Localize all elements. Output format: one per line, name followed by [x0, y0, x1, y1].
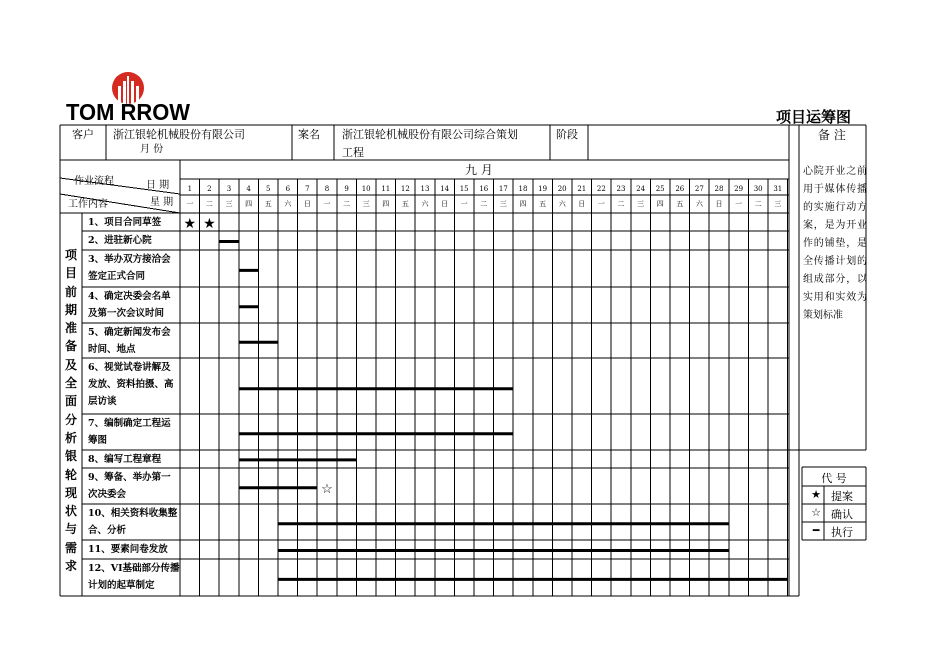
weekday: 五: [676, 200, 684, 208]
legend-title: 代 号: [821, 472, 847, 485]
month-label: 月 份: [140, 144, 164, 155]
weekday: 四: [519, 200, 527, 208]
day-number: 16: [479, 185, 489, 193]
date-label: 日 期: [146, 180, 170, 191]
task-label: 7、编制确定工程运筹图: [88, 418, 171, 446]
legend-label: 执行: [831, 526, 853, 539]
day-number: 7: [305, 185, 310, 193]
task-label: 12、VI基础部分传播计划的起草制定: [88, 563, 180, 591]
legend-label: 提案: [831, 490, 853, 503]
day-number: 20: [557, 185, 567, 193]
proposal-star-marker: ★: [203, 216, 216, 232]
day-number: 17: [498, 185, 508, 193]
task-label: 5、确定新闻发布会时间、地点: [88, 327, 171, 355]
weekday: 日: [441, 200, 449, 208]
weekday: 三: [225, 200, 233, 208]
phase-label: 项目前期准备及全面分析银轮现状与需求: [64, 248, 77, 574]
task-label: 1、项目合同草签: [88, 217, 162, 228]
weekday: 四: [382, 200, 390, 208]
day-number: 24: [636, 185, 646, 193]
weekday: 一: [186, 200, 194, 208]
legend-symbol: ━: [812, 524, 820, 537]
day-number: 22: [596, 185, 606, 193]
day-number: 10: [361, 185, 371, 193]
day-number: 14: [440, 185, 450, 193]
day-number: 5: [265, 185, 271, 193]
weekday: 六: [558, 200, 566, 208]
case-label: 案名: [298, 128, 320, 141]
day-number: 29: [734, 185, 744, 193]
month-header: 九 月: [465, 163, 493, 177]
task-label: 10、相关资料收集整合、分析: [88, 508, 178, 536]
weekday: 二: [754, 200, 762, 208]
legend-symbol: ☆: [811, 506, 821, 519]
weekday: 二: [617, 200, 625, 208]
task-label: 4、确定决委会名单及第一次会议时间: [88, 291, 171, 319]
weekday: 四: [656, 200, 664, 208]
day-number: 9: [344, 185, 349, 193]
task-label: 2、进驻新心院: [88, 235, 152, 246]
weekday-label: 星 期: [150, 197, 174, 208]
day-number: 2: [207, 185, 212, 193]
task-label: 3、举办双方接洽会签定正式合同: [88, 254, 171, 282]
weekday: 日: [715, 200, 723, 208]
day-number: 3: [226, 185, 232, 193]
day-number: 13: [420, 185, 430, 193]
day-number: 1: [187, 185, 193, 193]
weekday: 一: [735, 200, 743, 208]
proposal-star-marker: ★: [183, 216, 197, 232]
weekday: 一: [323, 200, 331, 208]
weekday: 日: [303, 200, 311, 208]
weekday: 六: [284, 200, 292, 208]
logo-wordmark: TOM RROW: [66, 99, 190, 124]
day-number: 12: [400, 185, 410, 193]
process-label: 作业流程: [74, 176, 114, 187]
weekday: 六: [421, 200, 429, 208]
day-number: 18: [518, 185, 528, 193]
notes-text: 心院开业之前用于媒体传播的实施行动方案，是为开业作的铺垫，是全传播计划的组成部分，以实用和实效为策划标准: [803, 166, 867, 321]
work-content-label: 工作内容: [68, 199, 108, 210]
weekday: 二: [480, 200, 488, 208]
document-title: 项目运筹图: [776, 108, 852, 126]
day-number: 26: [675, 185, 685, 193]
weekday: 五: [539, 200, 547, 208]
client-value: 浙江银轮机械股份有限公司: [113, 128, 245, 141]
case-value-line2: 工程: [342, 146, 364, 159]
weekday: 三: [499, 200, 507, 208]
weekday: 二: [343, 200, 351, 208]
stage-label: 阶段: [556, 128, 578, 141]
day-number: 23: [616, 185, 626, 193]
weekday: 日: [578, 200, 586, 208]
weekday: 二: [205, 200, 213, 208]
confirm-star-marker: ☆: [321, 481, 333, 497]
weekday: 三: [774, 200, 782, 208]
day-number: 4: [246, 185, 251, 193]
day-number: 11: [381, 185, 391, 193]
weekday: 五: [401, 200, 409, 208]
day-number: 21: [577, 185, 587, 193]
day-number: 19: [538, 185, 548, 193]
weekday: 六: [695, 200, 703, 208]
task-label: 9、筹备、举办第一次决委会: [88, 472, 171, 500]
day-number: 8: [324, 185, 330, 193]
day-number: 28: [714, 185, 724, 193]
notes-label: 备 注: [818, 128, 846, 142]
day-number: 27: [694, 185, 704, 193]
task-label: 8、编写工程章程: [88, 454, 162, 465]
client-label: 客户: [72, 128, 94, 141]
weekday: 三: [362, 200, 370, 208]
weekday: 五: [264, 200, 272, 208]
task-label: 6、视觉试卷讲解及发放、资料拍摄、高层访谈: [88, 362, 174, 407]
weekday: 四: [245, 200, 253, 208]
legend-symbol: ★: [811, 488, 821, 501]
case-value-line1: 浙江银轮机械股份有限公司综合策划: [342, 128, 518, 141]
weekday: 三: [637, 200, 645, 208]
weekday: 一: [460, 200, 468, 208]
day-number: 25: [655, 185, 665, 193]
day-number: 15: [459, 185, 469, 193]
weekday: 一: [597, 200, 605, 208]
task-label: 11、要素问卷发放: [88, 544, 168, 555]
day-number: 6: [285, 185, 291, 193]
legend-label: 确认: [831, 508, 853, 521]
day-number: 30: [753, 185, 763, 193]
day-number: 31: [773, 185, 783, 193]
